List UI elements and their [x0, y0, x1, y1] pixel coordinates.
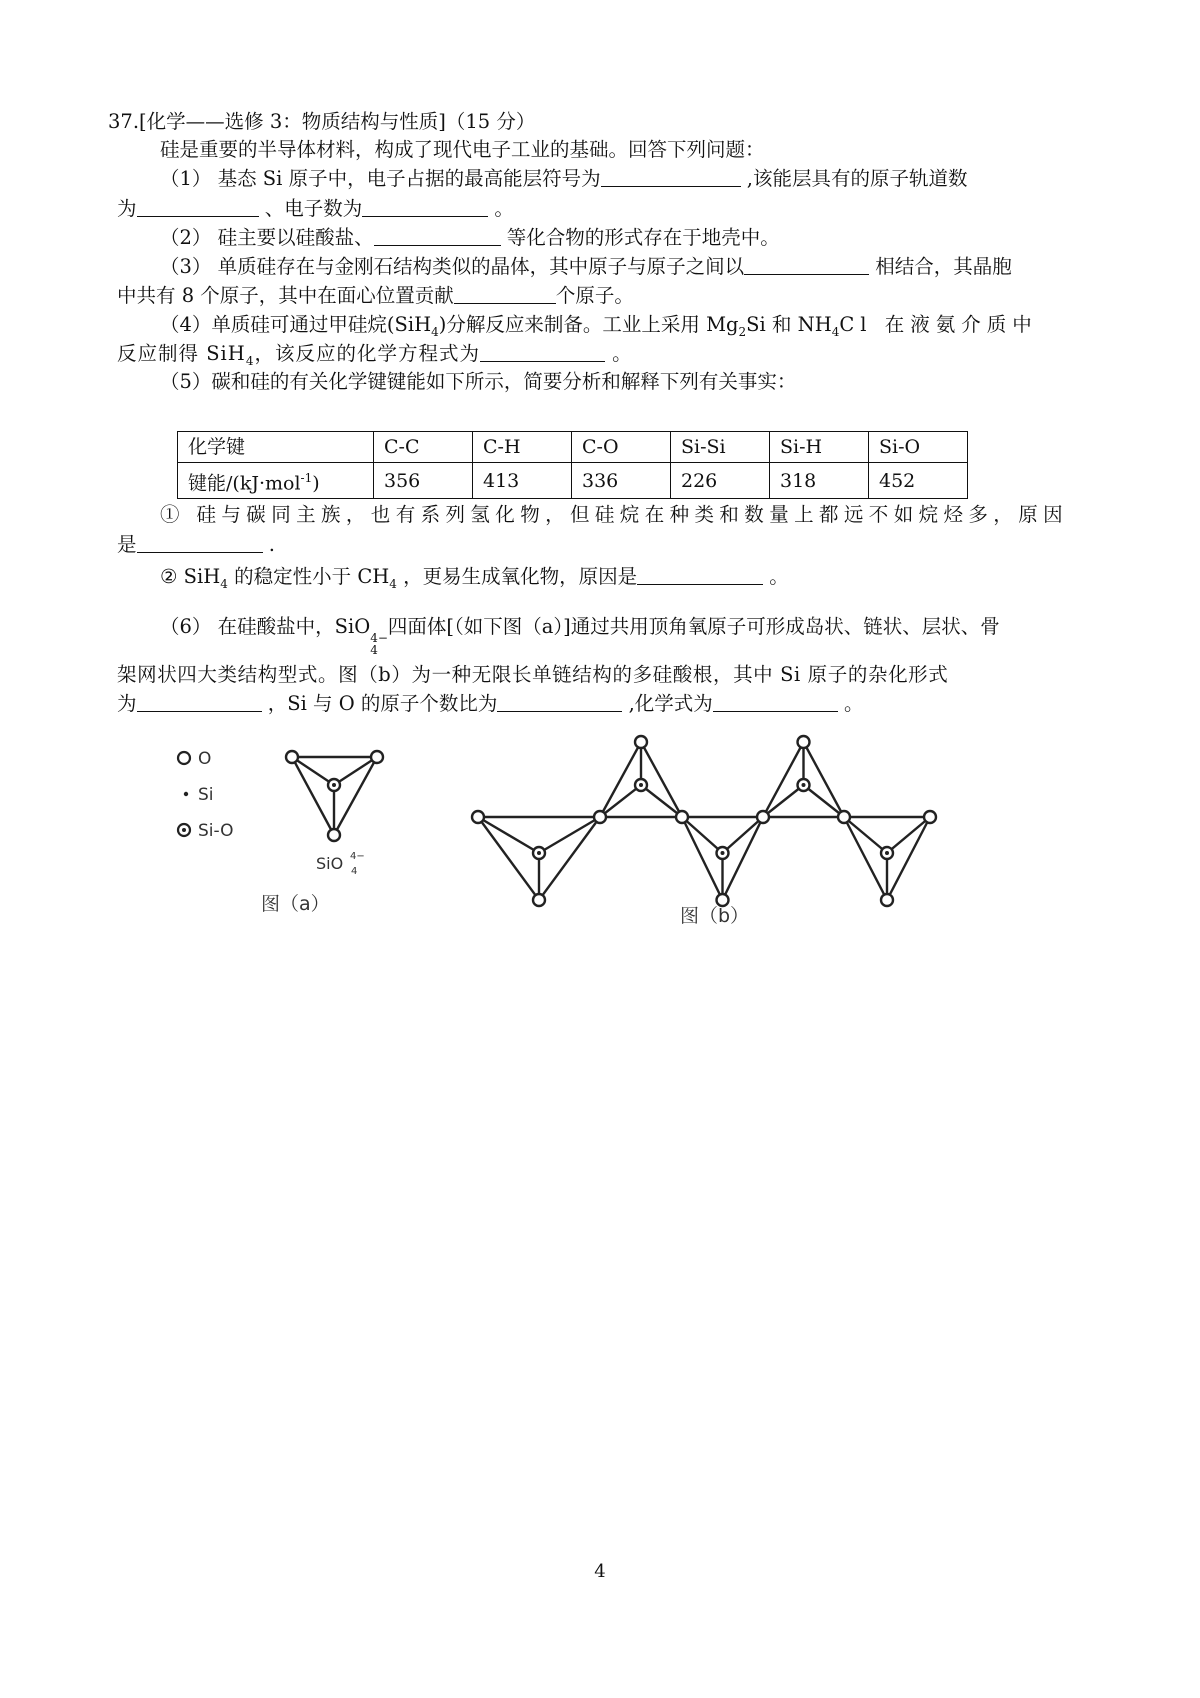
- table-cell: 化学键: [178, 432, 374, 463]
- svg-text:SiO: SiO: [316, 854, 344, 873]
- svg-text:4−: 4−: [350, 851, 365, 862]
- q1-line2: 为 、电子数为 。: [117, 197, 514, 220]
- table-cell: 452: [869, 463, 968, 499]
- table-row: [178, 432, 968, 463]
- si-atom: [639, 783, 643, 787]
- bond-energy-table: [177, 431, 968, 499]
- bond-line: [804, 742, 845, 817]
- table-cell: 336: [572, 463, 671, 499]
- table-cell: C-C: [374, 432, 473, 463]
- oxygen-atom: [924, 811, 936, 823]
- answer-blank[interactable]: [480, 341, 605, 362]
- q2-line: （2） 硅主要以硅酸盐、 等化合物的形式存在于地壳中。: [160, 226, 780, 249]
- si-atom: [537, 851, 541, 855]
- bond-line: [844, 817, 887, 900]
- oxygen-atom: [676, 811, 688, 823]
- bond-line: [804, 785, 845, 817]
- oxygen-atom: [472, 811, 484, 823]
- si-atom: [802, 783, 806, 787]
- bond-line: [887, 817, 930, 900]
- table-cell: C-O: [572, 432, 671, 463]
- bond-line: [682, 817, 723, 900]
- legend-si-o: [178, 821, 234, 841]
- table-cell: 356: [374, 463, 473, 499]
- answer-blank[interactable]: [744, 254, 869, 275]
- q4-line1: （4）单质硅可通过甲硅烷(SiH$_4$)分解反应来制备。工业上采用 $Mg_2Si$ 和 $NH_4Cl$ 在液氨介质中: [160, 313, 1038, 339]
- answer-blank[interactable]: [137, 532, 263, 553]
- q1-line1: （1） 基态 Si 原子中，电子占据的最高能层符号为 ,该能层具有的原子轨道数: [160, 167, 968, 190]
- table-cell: 226: [671, 463, 770, 499]
- table-cell: 键能/(kJ·mol$^{-1}$): [178, 463, 374, 499]
- oxygen-atom: [594, 811, 606, 823]
- answer-blank[interactable]: [637, 564, 763, 585]
- svg-text:O: O: [198, 749, 212, 769]
- figure-a: [170, 735, 410, 935]
- legend-o: [178, 749, 211, 769]
- q5-point1-line1: ① 硅与碳同主族，也有系列氢化物，但硅烷在种类和数量上都远不如烷烃多，原因: [160, 503, 1068, 526]
- q3-line1: （3） 单质硅存在与金刚石结构类似的晶体，其中原子与原子之间以 相结合，其晶胞: [160, 255, 1012, 278]
- oxygen-atom: [798, 736, 810, 748]
- intro-text: 硅是重要的半导体材料，构成了现代电子工业的基础。回答下列问题：: [160, 138, 765, 161]
- answer-blank[interactable]: [362, 196, 488, 217]
- oxygen-atom: [533, 894, 545, 906]
- bond-line: [478, 817, 539, 900]
- bond-line: [539, 817, 600, 900]
- table-cell: 413: [473, 463, 572, 499]
- q4-line2: 反应制得 SiH$_4$，该反应的化学方程式为 。: [117, 342, 633, 368]
- answer-blank[interactable]: [601, 166, 741, 187]
- bond-line: [478, 817, 539, 853]
- q6-line2: 架网状四大类结构型式。图（b）为一种无限长单链结构的多硅酸根，其中 Si 原子的杂化形式: [117, 663, 949, 686]
- bond-line: [723, 817, 764, 853]
- q6-line1: （6） 在硅酸盐中，SiO 4− 4 四面体[（如下图（a）]通过共用顶角氧原子可形成岛状、链状、层状、骨: [160, 615, 1000, 657]
- bond-line: [887, 817, 930, 853]
- bond-line: [682, 817, 723, 853]
- table-cell: Si-O: [869, 432, 968, 463]
- answer-blank[interactable]: [374, 225, 501, 246]
- table-cell: Si-H: [770, 432, 869, 463]
- bond-line: [641, 785, 682, 817]
- legend-si: [184, 785, 214, 805]
- svg-text:4: 4: [351, 866, 358, 877]
- q5-point1-line2: 是 .: [117, 533, 275, 556]
- answer-blank[interactable]: [713, 691, 838, 712]
- bond-line: [844, 817, 887, 853]
- table-cell: C-H: [473, 432, 572, 463]
- answer-blank[interactable]: [137, 196, 259, 217]
- silicate-chain: [472, 736, 936, 906]
- bond-line: [600, 785, 641, 817]
- bond-line: [539, 817, 600, 853]
- answer-blank[interactable]: [137, 691, 262, 712]
- bond-line: [763, 742, 804, 817]
- q5-intro: （5）碳和硅的有关化学键键能如下所示，简要分析和解释下列有关事实：: [160, 370, 797, 393]
- charge-notation: 4− 4: [370, 631, 388, 657]
- oxygen-atom: [757, 811, 769, 823]
- page-number: 4: [594, 1561, 606, 1582]
- oxygen-atom: [635, 736, 647, 748]
- table-cell: Si-Si: [671, 432, 770, 463]
- sio4-tetrahedron: [286, 751, 383, 841]
- answer-blank[interactable]: [454, 283, 556, 304]
- q5-point2: ② SiH$_4$ 的稳定性小于 $CH_4$ ，更易生成氧化物，原因是 。: [160, 565, 789, 591]
- bond-line: [600, 742, 641, 817]
- table-cell: 318: [770, 463, 869, 499]
- si-atom: [721, 851, 725, 855]
- q6-line3: 为 ，Si 与 O 的原子个数比为 ,化学式为 。: [117, 692, 864, 715]
- svg-text:Si: Si: [198, 785, 214, 805]
- figure-b: [470, 725, 940, 935]
- bond-line: [763, 785, 804, 817]
- question-header: 37.[化学——选修 3：物质结构与性质]（15 分）: [108, 110, 536, 133]
- bond-line: [641, 742, 682, 817]
- q3-line2: 中共有 8 个原子，其中在面心位置贡献 个原子。: [117, 284, 634, 307]
- table-row: [178, 463, 968, 499]
- bond-line: [723, 817, 764, 900]
- svg-text:图（a）: 图（a）: [261, 893, 330, 915]
- oxygen-atom: [881, 894, 893, 906]
- svg-text:图（b）: 图（b）: [680, 905, 750, 927]
- si-atom: [885, 851, 889, 855]
- oxygen-atom: [838, 811, 850, 823]
- answer-blank[interactable]: [497, 691, 622, 712]
- svg-text:Si-O: Si-O: [198, 821, 234, 841]
